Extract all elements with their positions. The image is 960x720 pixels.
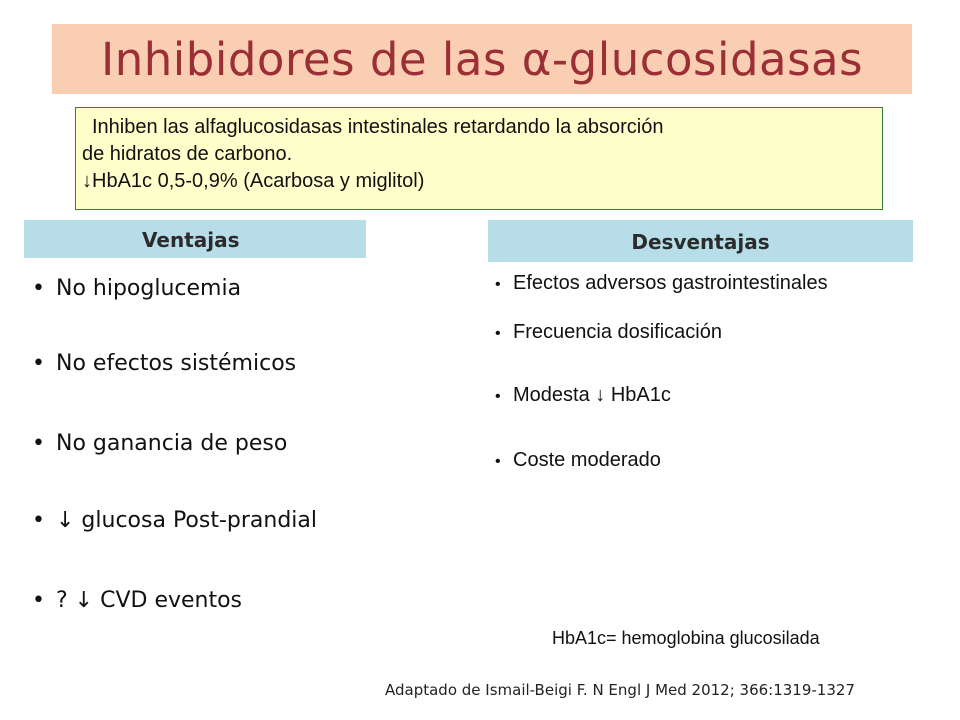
list-item: • ↓ glucosa Post-prandial: [32, 508, 318, 533]
info-line-3-text: HbA1c 0,5-0,9% (Acarbosa y miglitol): [92, 170, 425, 192]
list-item: • No efectos sistémicos: [32, 351, 297, 376]
list-item: • No hipoglucemia: [32, 276, 242, 301]
down-arrow-icon: ↓: [82, 170, 92, 192]
footnote: HbA1c= hemoglobina glucosilada: [552, 628, 820, 648]
desventaja-text: Frecuencia dosificación: [513, 321, 722, 343]
list-item: • Modesta ↓ HbA1c: [495, 384, 671, 406]
title-banner: [52, 24, 912, 94]
list-item: • Coste moderado: [495, 449, 661, 471]
desventajas-header: [488, 220, 913, 262]
ventaja-text: No ganancia de peso: [56, 431, 288, 456]
list-item: • Frecuencia dosificación: [495, 321, 722, 343]
ventaja-text: ↓ glucosa Post-prandial: [56, 508, 318, 533]
ventaja-text: No hipoglucemia: [56, 276, 242, 301]
info-line-1: Inhiben las alfaglucosidasas intestinales retardando la absorción: [92, 116, 664, 138]
info-box: [75, 107, 883, 210]
list-item: • ? ↓ CVD eventos: [32, 588, 243, 613]
desventaja-text: Efectos adversos gastrointestinales: [513, 272, 828, 294]
ventaja-text: No efectos sistémicos: [56, 351, 297, 376]
list-item: • Efectos adversos gastrointestinales: [495, 272, 828, 294]
desventaja-text: Coste moderado: [513, 449, 661, 471]
info-line-3: [82, 168, 876, 195]
ventajas-header: [24, 220, 366, 258]
desventaja-text: Modesta ↓ HbA1c: [513, 384, 671, 406]
list-item: • No ganancia de peso: [32, 431, 288, 456]
page-title: Inhibidores de las α-glucosidasas: [100, 33, 864, 86]
ventaja-text: ? ↓ CVD eventos: [56, 588, 243, 613]
ventajas-heading: Ventajas: [142, 228, 240, 252]
info-line-2: de hidratos de carbono.: [82, 143, 293, 165]
desventajas-heading: Desventajas: [631, 230, 770, 254]
citation: Adaptado de Ismail-Beigi F. N Engl J Med 2012; 366:1319-1327: [385, 681, 855, 699]
